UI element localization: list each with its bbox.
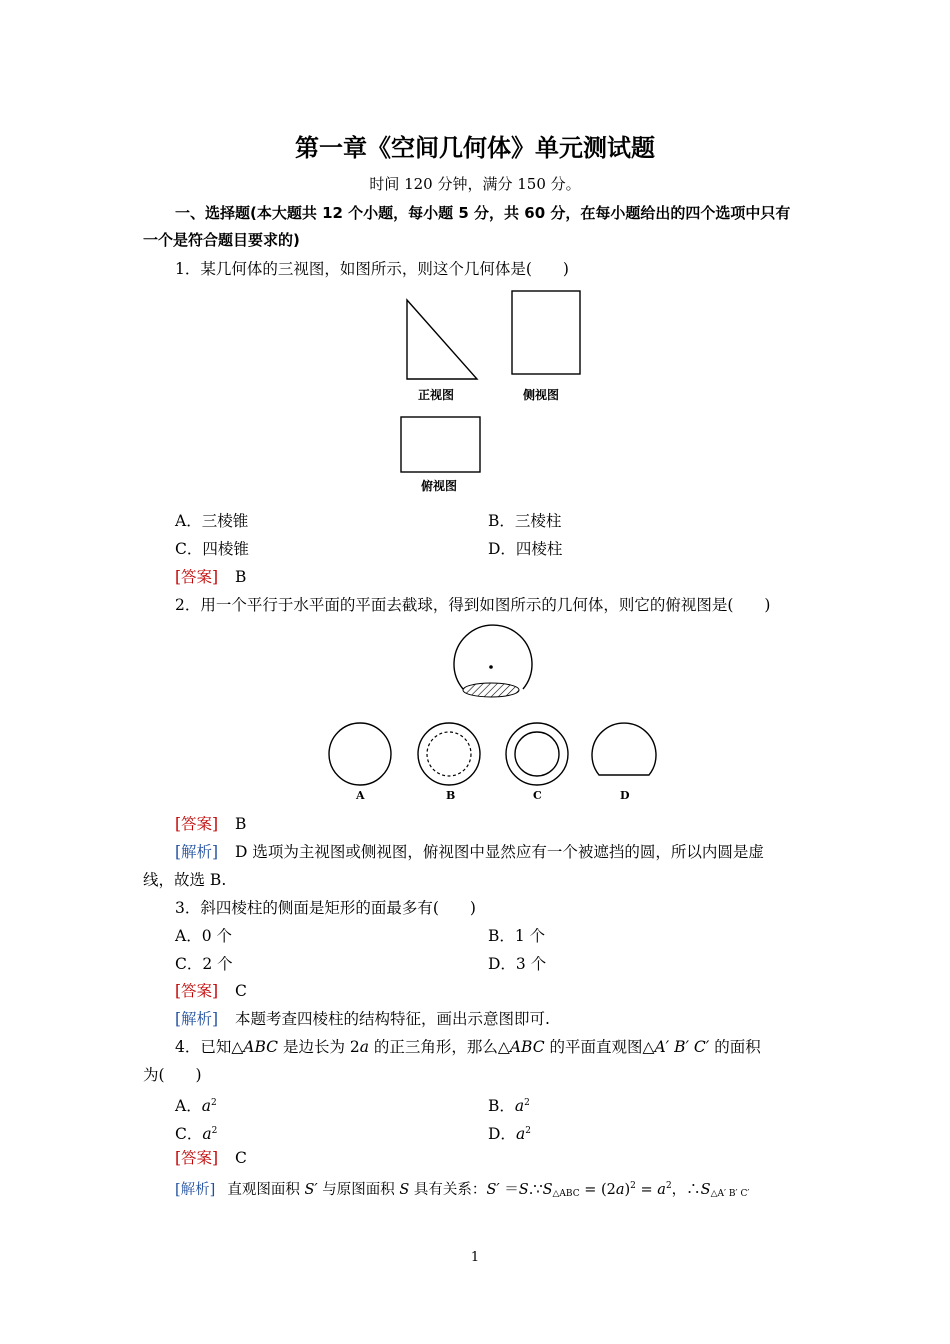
q4-analysis-text: )	[624, 1182, 631, 1198]
q4-a: a	[202, 1125, 212, 1143]
front-view-caption: 正视图	[418, 388, 455, 402]
q2-analysis-line1: D 选项为主视图或侧视图，俯视图中显然应有一个被遮挡的圆，所以内圆是虚	[235, 843, 764, 861]
q4-analysis-text: .∵	[528, 1182, 543, 1198]
q4-analysis-text: ，∴	[671, 1182, 701, 1198]
q3-option-d: D．3 个	[488, 955, 547, 973]
q4-stem-line1	[175, 1037, 761, 1057]
top-view-caption: 俯视图	[421, 479, 458, 493]
option-label: B．	[488, 1097, 515, 1115]
q2-stem: 2．用一个平行于水平面的平面去截球，得到如图所示的几何体，则它的俯视图是( )	[175, 596, 771, 614]
q4-stem-text: 的正三角形，那么△	[369, 1038, 510, 1056]
q4-s: S	[542, 1182, 553, 1198]
q3-analysis: 本题考查四棱柱的结构特征，画出示意图即可.	[235, 1010, 550, 1028]
option-d-truncated-circle	[592, 723, 656, 775]
q3-analysis-row	[175, 1009, 550, 1029]
q4-answer-row	[175, 1148, 247, 1168]
page-title: 第一章《空间几何体》单元测试题	[295, 134, 655, 162]
q4-stem-line2: 为( )	[143, 1066, 202, 1084]
option-c-solid-inner-circle	[515, 732, 559, 776]
analysis-tag: [解析]	[175, 1010, 219, 1028]
q2-analysis-row	[175, 842, 764, 862]
q4-stem-text: 4．已知△	[175, 1038, 244, 1056]
fig-label-a: A	[356, 789, 365, 802]
q4-analysis-text: ＝	[499, 1182, 519, 1198]
q4-s: S	[518, 1182, 529, 1198]
exponent: 2	[630, 1181, 636, 1191]
q4-answer: C	[235, 1149, 247, 1167]
q4-a: a	[201, 1097, 211, 1115]
page-number: 1	[470, 1250, 480, 1265]
q3-option-b: B．1 个	[488, 927, 546, 945]
truncated-sphere-outline	[454, 625, 532, 689]
q4-s-prime: S′	[304, 1182, 318, 1198]
q4-subscript: △A′ B′ C′	[710, 1189, 750, 1199]
q1-option-d: D．四棱柱	[488, 540, 563, 558]
q2-sphere-figure	[320, 620, 670, 790]
q4-s-prime: S′	[486, 1182, 500, 1198]
q4-s: S	[399, 1182, 410, 1198]
option-label: C．	[175, 1125, 203, 1143]
section-heading-line2: 一个是符合题目要求的)	[143, 231, 300, 249]
q3-option-c: C．2 个	[175, 955, 233, 973]
q4-option-d	[488, 1121, 531, 1144]
top-view-rectangle	[401, 417, 480, 472]
q2-analysis-line2: 线，故选 B.	[143, 871, 227, 889]
front-view-triangle	[407, 300, 477, 379]
q1-answer: B	[235, 568, 247, 586]
option-label: D．	[488, 1125, 516, 1143]
q4-abc: ABC	[509, 1038, 545, 1056]
fig-label-d: D	[620, 789, 630, 802]
exponent: 2	[211, 1126, 218, 1136]
option-b-dashed-inner-circle	[427, 732, 471, 776]
q4-a: a	[515, 1125, 526, 1143]
fig-label-b: B	[446, 789, 456, 802]
q4-analysis-text: 具有关系：	[409, 1182, 487, 1198]
cut-face-hatched	[463, 683, 519, 697]
q4-analysis-text: 直观图面积	[227, 1182, 305, 1198]
q4-subscript: △ABC	[552, 1189, 580, 1199]
sphere-center-dot	[489, 665, 493, 669]
answer-tag: [答案]	[175, 568, 219, 586]
q4-a: a	[359, 1038, 369, 1056]
q4-option-b	[488, 1093, 530, 1116]
side-view-rectangle	[512, 291, 580, 374]
q4-a: a	[514, 1097, 525, 1115]
option-a-circle	[329, 723, 391, 785]
q4-abc: ABC	[243, 1038, 279, 1056]
q3-answer: C	[235, 982, 247, 1000]
q2-answer-row	[175, 814, 246, 834]
q4-s: S	[700, 1182, 711, 1198]
answer-tag: [答案]	[175, 1149, 219, 1167]
exam-info: 时间 120 分钟，满分 150 分。	[369, 175, 581, 193]
q4-option-c	[175, 1121, 217, 1144]
option-label: A．	[175, 1097, 202, 1115]
q4-analysis-text: = (2	[579, 1182, 616, 1198]
answer-tag: [答案]	[175, 982, 219, 1000]
q4-a: a	[615, 1182, 625, 1198]
q3-stem: 3．斜四棱柱的侧面是矩形的面最多有( )	[175, 899, 476, 917]
q4-option-a	[175, 1093, 217, 1116]
q2-answer: B	[235, 815, 247, 833]
section-heading-line1: 一、选择题(本大题共 12 个小题，每小题 5 分，共 60 分，在每小题给出的四个选项中只有	[175, 204, 791, 222]
exponent: 2	[210, 1098, 217, 1108]
q4-abc-prime: A′ B′ C′	[654, 1038, 710, 1056]
exponent: 2	[524, 1098, 530, 1108]
exponent: 2	[525, 1126, 531, 1136]
q1-option-b: B．三棱柱	[488, 512, 562, 530]
q4-analysis-row	[175, 1176, 749, 1204]
q3-option-a: A．0 个	[175, 927, 232, 945]
exponent: 2	[665, 1181, 672, 1191]
q4-a: a	[657, 1182, 666, 1198]
q1-answer-row	[175, 567, 246, 587]
q1-option-c: C．四棱锥	[175, 540, 249, 558]
analysis-tag: [解析]	[175, 1182, 216, 1198]
fig-label-c: C	[533, 789, 542, 802]
q4-analysis-text: 与原图面积	[317, 1182, 400, 1198]
q4-stem-text: 的平面直观图△	[544, 1038, 655, 1056]
q1-option-a: A．三棱锥	[175, 512, 249, 530]
side-view-caption: 侧视图	[523, 388, 560, 402]
q4-stem-text: 是边长为 2	[278, 1038, 360, 1056]
analysis-tag: [解析]	[175, 843, 219, 861]
q1-stem: 1．某几何体的三视图，如图所示，则这个几何体是( )	[175, 260, 569, 278]
q4-stem-text: 的面积	[709, 1038, 761, 1056]
answer-tag: [答案]	[175, 815, 219, 833]
q3-answer-row	[175, 981, 247, 1001]
q4-analysis-text: =	[635, 1182, 658, 1198]
